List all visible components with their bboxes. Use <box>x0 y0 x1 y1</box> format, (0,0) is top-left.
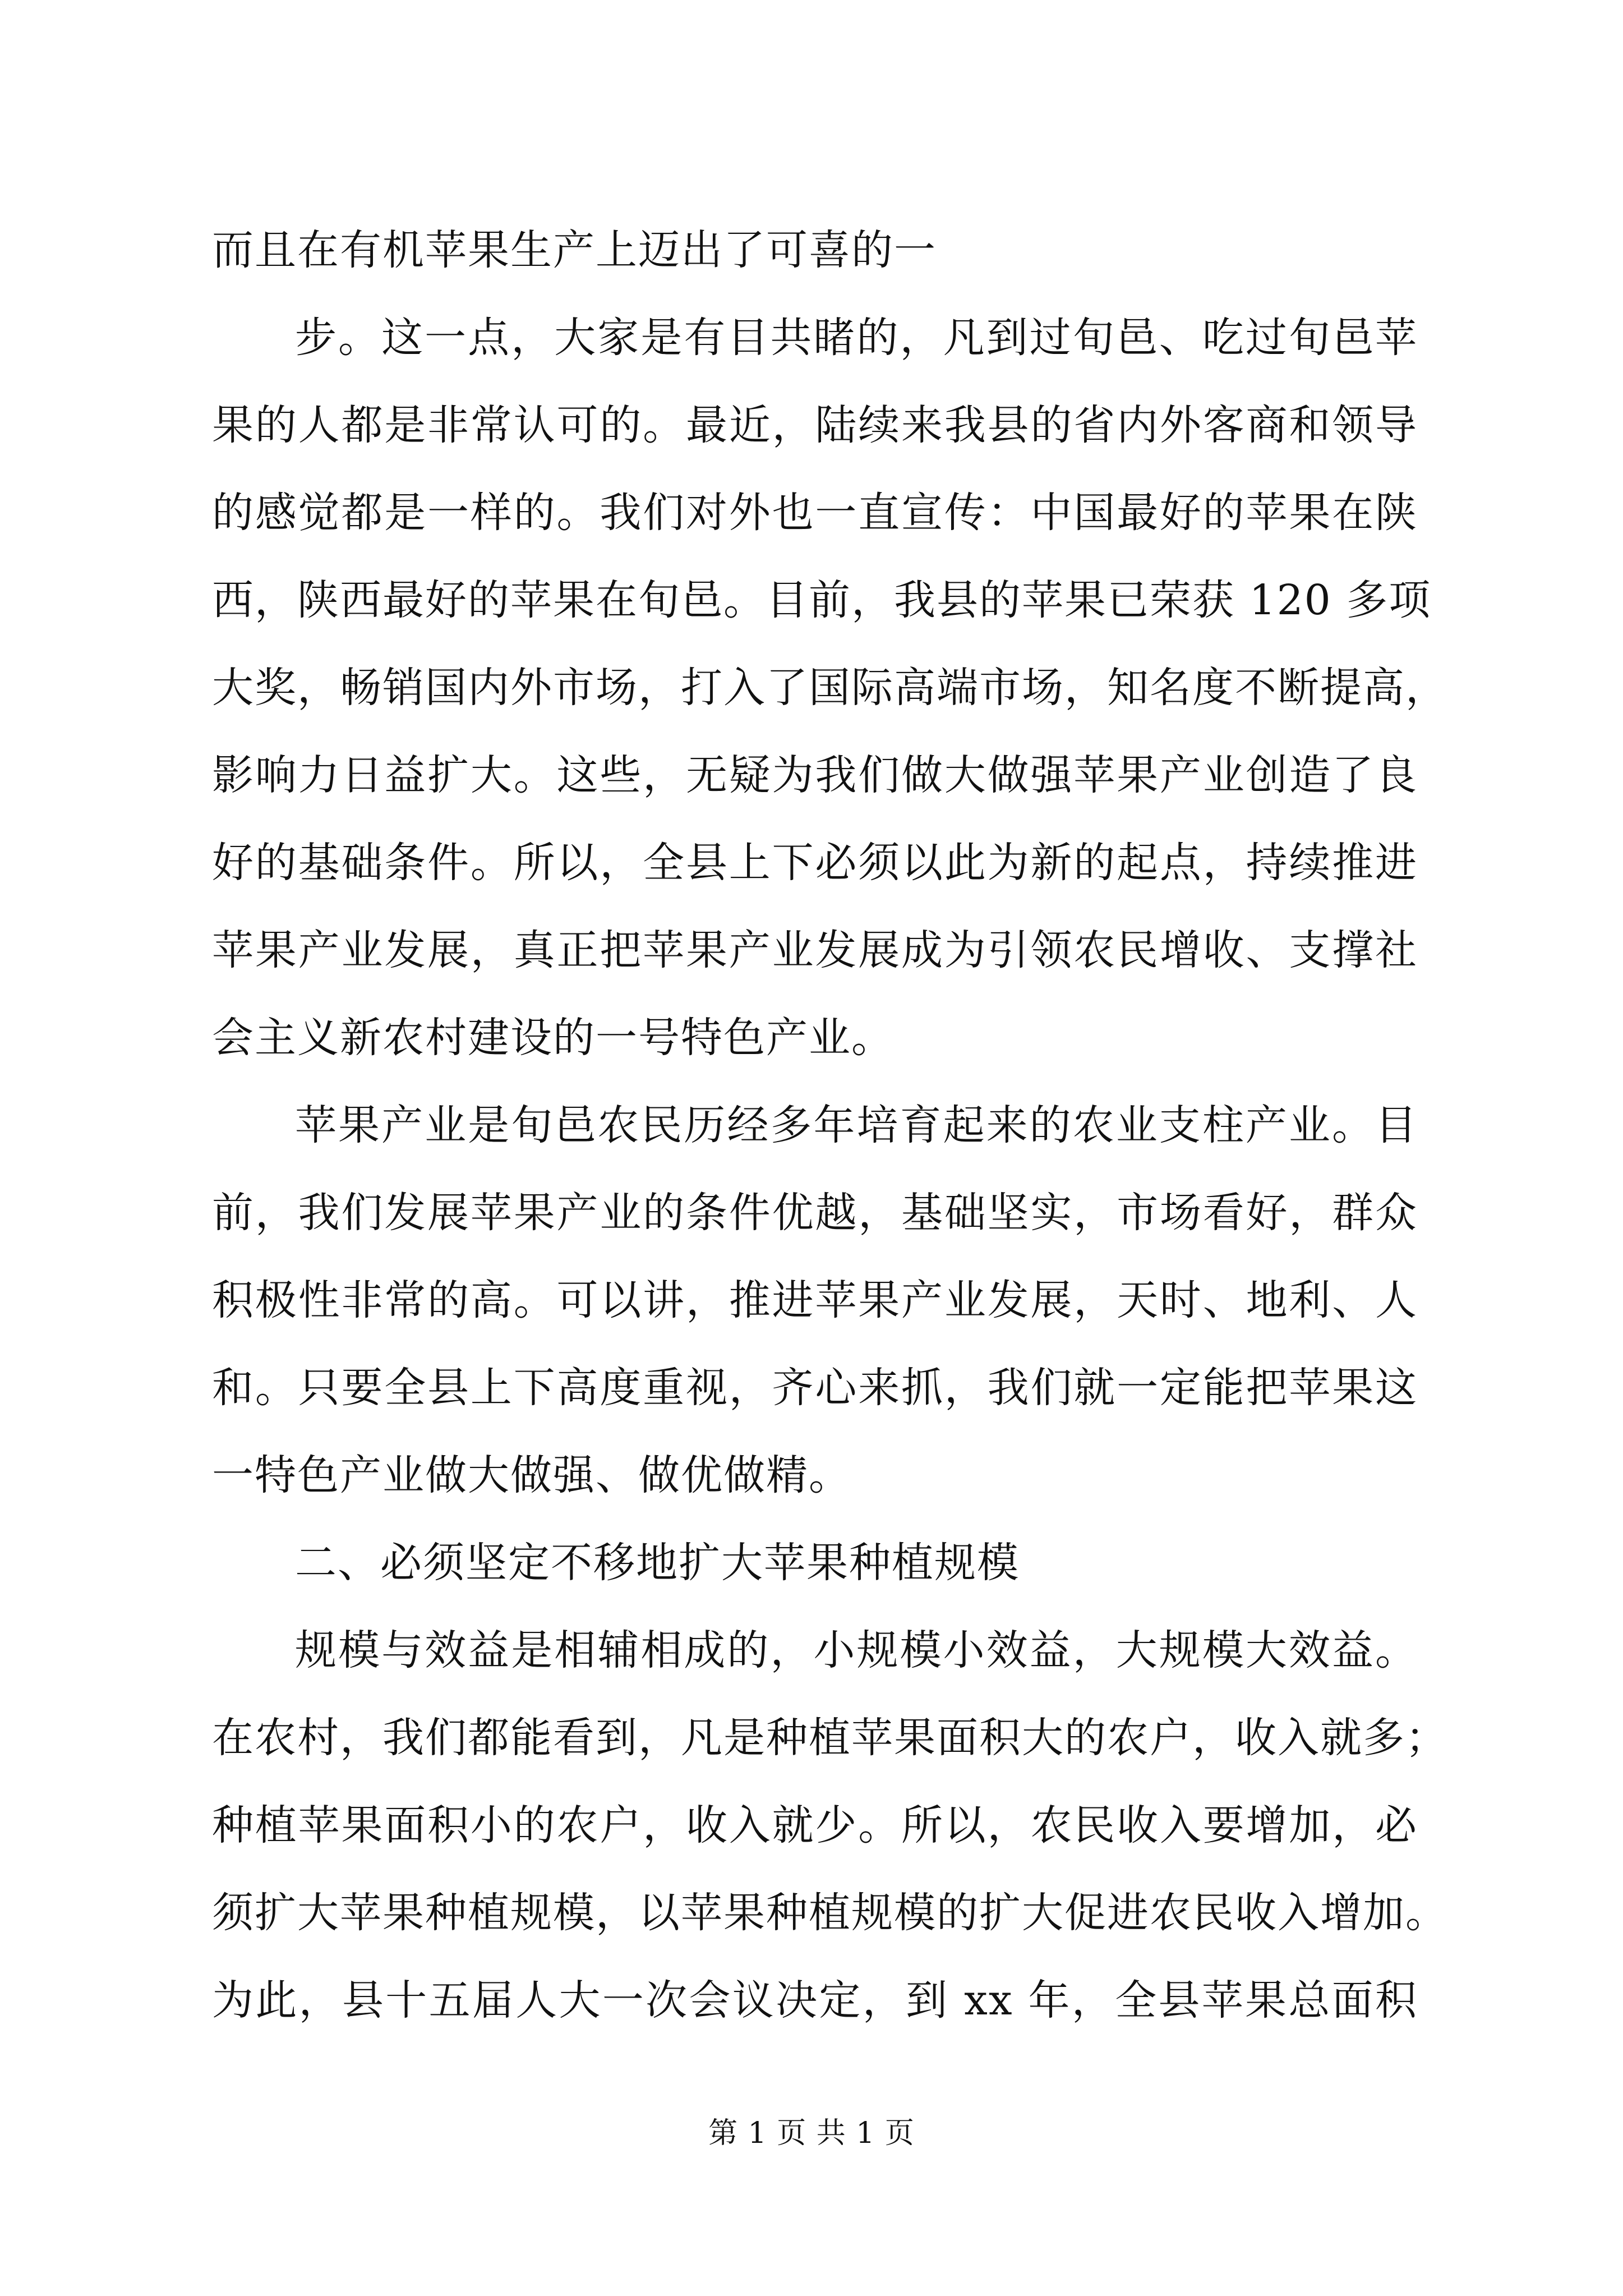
text-line: 种植苹果面积小的农户，收入就少。所以，农民收入要增加，必 <box>212 1801 1418 1849</box>
text-line: 二、必须坚定不移地扩大苹果种植规模 <box>295 1539 1020 1587</box>
text-line: 积极性非常的高。可以讲，推进苹果产业发展，天时、地利、人 <box>212 1276 1418 1324</box>
document-body <box>212 206 1448 2044</box>
text-line: 规模与效益是相辅相成的，小规模小效益，大规模大效益。 <box>295 1626 1418 1674</box>
text-line: 果的人都是非常认可的。最近，陆续来我县的省内外客商和领导 <box>212 401 1418 449</box>
text-line: 的感觉都是一样的。我们对外也一直宣传：中国最好的苹果在陕 <box>212 489 1418 537</box>
text-line: 好的基础条件。所以，全县上下必须以此为新的起点，持续推进 <box>212 839 1418 887</box>
text-line: 而且在有机苹果生产上迈出了可喜的一 <box>212 226 937 274</box>
text-line: 一特色产业做大做强、做优做精。 <box>212 1451 851 1499</box>
text-line: 和。只要全县上下高度重视，齐心来抓，我们就一定能把苹果这 <box>212 1364 1418 1412</box>
text-line: 影响力日益扩大。这些，无疑为我们做大做强苹果产业创造了良 <box>212 751 1418 799</box>
text-line: 西，陕西最好的苹果在旬邑。目前，我县的苹果已荣获 120 多项 <box>212 576 1432 624</box>
text-line: 步。这一点，大家是有目共睹的，凡到过旬邑、吃过旬邑苹 <box>295 314 1418 362</box>
text-line: 苹果产业发展，真正把苹果产业发展成为引领农民增收、支撑社 <box>212 926 1418 974</box>
text-line: 前，我们发展苹果产业的条件优越，基础坚实，市场看好，群众 <box>212 1189 1418 1237</box>
text-line: 在农村，我们都能看到，凡是种植苹果面积大的农户，收入就多； <box>212 1714 1448 1762</box>
text-line: 为此，县十五届人大一次会议决定，到 xx 年，全县苹果总面积 <box>212 1976 1418 2024</box>
text-line: 须扩大苹果种植规模，以苹果种植规模的扩大促进农民收入增加。 <box>212 1889 1448 1937</box>
text-line: 大奖，畅销国内外市场，打入了国际高端市场，知名度不断提高， <box>212 664 1448 712</box>
text-line: 会主义新农村建设的一号特色产业。 <box>212 1014 894 1062</box>
page-footer: 第 1 页 共 1 页 <box>708 2116 915 2150</box>
text-line: 苹果产业是旬邑农民历经多年培育起来的农业支柱产业。目 <box>295 1101 1418 1149</box>
